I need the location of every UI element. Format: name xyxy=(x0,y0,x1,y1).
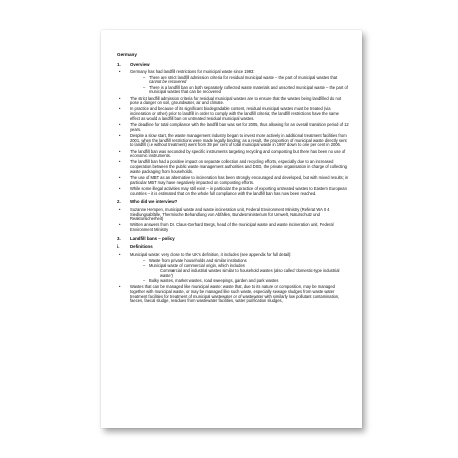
sub-list-item xyxy=(130,76,349,85)
section-heading-policy xyxy=(117,237,349,242)
sub-list-item xyxy=(130,86,349,95)
list-item: • The landfill ban had a positive impact on separate collection and recycling efforts, especially due to an increased cooperation between the public waste management authorities and DSD, the private organisation in charge of collecting waste packaging from households. xyxy=(117,160,349,174)
country-heading: Germany xyxy=(117,52,137,57)
list-item xyxy=(117,253,349,284)
bullet-text: Municipal waste: very close to the UK's definition, it includes (see appendix for full detail): xyxy=(130,252,292,258)
interview-list xyxy=(117,208,349,233)
list-item: • The use of MBT as an alternative to incineration has been strongly encouraged and developed, but with mixed results; in particular MBT may have negatively impacted on composting efforts. xyxy=(117,176,349,185)
list-item: • In practice and because of its significant biodegradable content, residual municipal wastes must be treated (via incineration or other) prior to landfill in order to comply with the landfill criteria; the landfill restrictions have the same effect as would a landfill ban on untreated residual municipal wastes. xyxy=(117,107,349,121)
section-heading-overview xyxy=(117,63,349,68)
section-heading-definitions xyxy=(117,245,349,250)
section-number: 2. xyxy=(117,199,121,205)
list-item: • Wastes that can be managed like municipal waste: waste that, due to its nature or composition, may be managed together with municipal waste, or may be managed like such waste, especially sewage sludges from waste water treatment facilities for treatment of municipal wastewater or of wastewater with similarly low pollutant contamination, faeces, faecal sludge, residues from wastewater facilities, water purification sludges, xyxy=(117,285,349,304)
section-number: i. xyxy=(117,244,120,250)
section-title: Definitions xyxy=(130,244,153,250)
section-number: 3. xyxy=(117,235,121,241)
overview-list xyxy=(117,70,349,196)
sub-list xyxy=(130,259,349,284)
list-item: • Suzanne Hempen, municipal waste and waste incineration unit, Federal Environment Ministry (Referat WA II 4 Siedlungsabfälle, Thermische Behandlung von Abfällen, Bundesministerium für Umwelt, Naturschutz und Reaktorsicherheit) xyxy=(117,208,349,222)
list-item xyxy=(117,70,349,95)
sub-sub-list xyxy=(149,269,349,278)
sub-list xyxy=(130,76,349,95)
sub-item-text: There are strict landfill admission criteria for residual municipal waste – the part of municipal wastes that xyxy=(149,74,338,80)
list-item: • Written answers from Dr. Claus-Gerhard Bergs, head of the municipal waste and waste incineration unit, Federal Environment Ministry xyxy=(117,223,349,232)
list-item: • The strict landfill admission criteria for residual municipal wastes are to ensure that the wastes being landfilled do not pose a danger on soil, groundwater, air and climate. xyxy=(117,97,349,106)
sub-item-text: Municipal waste of commercial origin, which includes xyxy=(149,262,245,268)
list-item: • The landfill ban was seconded by specific instruments targeting recycling and composting but there has been no use of economic instruments. xyxy=(117,150,349,159)
bullet-text: Germany has had landfill restrictions for municipal waste since 1993: xyxy=(130,69,255,75)
section-heading-interviews xyxy=(117,200,349,205)
section-title: Who did we interview? xyxy=(130,199,178,205)
sub-item-text: There is a landfill ban on both separately collected waste materials and unsorted municipal waste – the part of municipal wastes that can be recovered xyxy=(149,84,348,95)
sub-list-item: – Waste from private households and similar institutions xyxy=(130,259,349,264)
definitions-list xyxy=(117,253,349,304)
emphasis-text: cannot be recovered xyxy=(149,79,187,85)
section-title: Landfill bans – policy xyxy=(130,235,175,241)
sub-sub-list-item: o Commercial and industrial wastes similar to household wastes (also called 'domestic-type industrial waste') xyxy=(149,269,349,278)
page-content xyxy=(117,53,349,306)
list-item: • While some illegal activities may still exist – in particular the practice of exporting untreated wastes to Eastern European countries – it is estimated that on the whole full compliance with the landfill ban has now been reached. xyxy=(117,187,349,196)
sub-list-item xyxy=(130,264,349,279)
list-item: • The deadline for total compliance with the landfill ban was set for 2005, thus allowing for an overall transition period of 12 years. xyxy=(117,123,349,132)
section-number: 1. xyxy=(117,61,121,67)
document-page xyxy=(101,30,362,428)
section-title: Overview xyxy=(130,61,150,67)
list-item: • Despite a slow start, the waste management industry began to invest more actively in additional treatment facilities from 2001, when the landfill restrictions were made legally binding; as a result, the proportion of municipal waste directly sent to landfill (i.e without treatment) went from 39 per cent of total municipal waste in 1997 down to one per cent in 2006. xyxy=(117,134,349,148)
sub-list-item: – Bulky wastes, market wastes, road sweepings, garden and park wastes xyxy=(130,279,349,284)
